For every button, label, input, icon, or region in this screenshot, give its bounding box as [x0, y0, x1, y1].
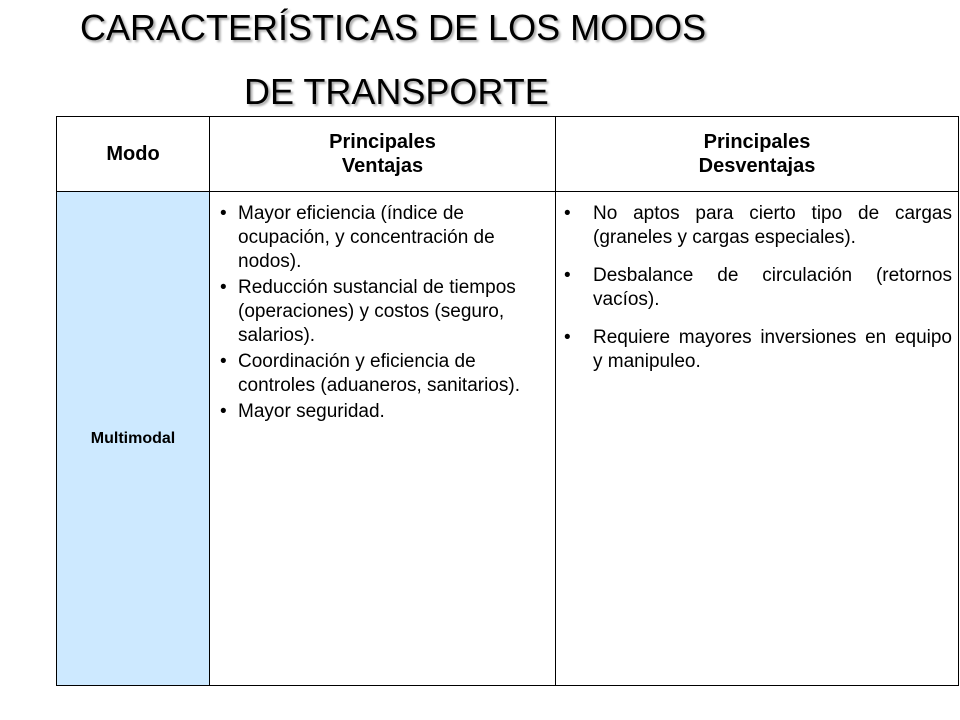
list-item: [220, 400, 543, 424]
disadvantages-cell: [556, 192, 959, 686]
header-disadvantages-line-1: Principales: [703, 131, 811, 153]
header-advantages: [210, 117, 556, 192]
mode-cell: Multimodal: [57, 192, 210, 686]
bullet-icon: •: [564, 203, 571, 224]
header-advantages-line-2: Ventajas: [341, 155, 424, 177]
list-item: [564, 326, 952, 374]
bullet-icon: •: [564, 327, 571, 348]
disadvantage-text: Requiere mayores inversiones en equipo y manipuleo.: [593, 327, 952, 372]
bullet-icon: •: [564, 265, 571, 286]
header-advantages-line-1: Principales: [329, 131, 436, 153]
page-title-line-2: DE TRANSPORTE: [244, 71, 549, 112]
disadvantages-list: [556, 192, 958, 374]
header-disadvantages: [556, 117, 959, 192]
bullet-icon: •: [220, 401, 227, 422]
disadvantage-text: No aptos para cierto tipo de cargas (graneles y cargas especiales).: [593, 203, 952, 248]
list-item: [564, 264, 952, 312]
bullet-icon: •: [220, 203, 227, 224]
list-item: [220, 350, 543, 398]
advantages-cell: [210, 192, 556, 686]
advantage-text: Coordinación y eficiencia de controles (aduaneros, sanitarios).: [238, 351, 520, 396]
header-disadvantages-line-2: Desventajas: [698, 155, 816, 177]
list-item: [564, 202, 952, 250]
list-item: [220, 202, 543, 274]
list-item: [220, 276, 543, 348]
advantages-list: [210, 192, 555, 424]
advantage-text: Reducción sustancial de tiempos (operaciones) y costos (seguro, salarios).: [238, 277, 516, 346]
table-header-row: [57, 117, 959, 192]
header-mode-label: Modo: [106, 143, 160, 165]
advantage-text: Mayor seguridad.: [238, 401, 385, 422]
header-mode: [57, 117, 210, 192]
table-row: [57, 192, 959, 686]
page-title-line-1: CARACTERÍSTICAS DE LOS MODOS: [80, 7, 707, 48]
disadvantage-text: Desbalance de circulación (retornos vacíos).: [593, 265, 952, 310]
bullet-icon: •: [220, 277, 227, 298]
advantage-text: Mayor eficiencia (índice de ocupación, y concentración de nodos).: [238, 203, 495, 272]
bullet-icon: •: [220, 351, 227, 372]
transport-modes-table: [56, 116, 959, 686]
